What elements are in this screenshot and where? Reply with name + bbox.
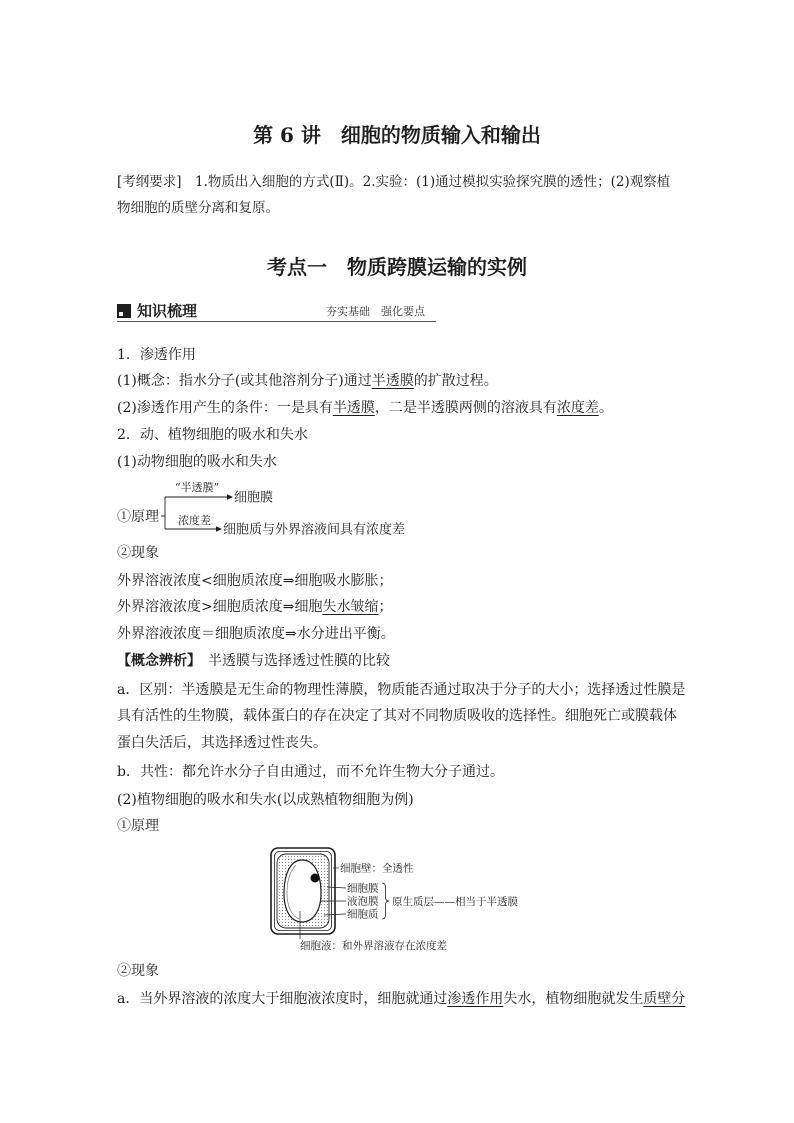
osmosis-concept-line	[117, 371, 498, 391]
label-vacuole-membrane: 液泡膜	[347, 895, 379, 908]
condition-keyword-semipermeable-membrane: 半透膜	[332, 400, 375, 416]
phenomenon-2-text-1: 外界溶液浓度>细胞质浓度⇒细胞	[117, 599, 323, 615]
condition-text-3: 。	[598, 400, 613, 416]
plant-cell-heading: (2)植物细胞的吸水和失水(以成熟植物细胞为例)	[117, 792, 414, 808]
requirements-line-1	[117, 172, 670, 192]
animal-phenomenon-line-3: 外界溶液浓度＝细胞质浓度⇒水分进出平衡。	[117, 626, 395, 642]
plant-principle-label: ①原理	[117, 818, 159, 834]
section-block-icon	[117, 304, 131, 318]
protoplast-brace	[382, 883, 389, 919]
concept-analysis-label: 【概念辨析】	[117, 653, 194, 669]
lecture-title: 第 6 讲 细胞的物质输入和输出	[253, 123, 541, 147]
section-block-icon-notch	[119, 312, 123, 316]
concept-analysis-b-line: b．共性：都允许水分子自由通过，而不允许生物大分子通过。	[117, 764, 504, 780]
plant-phenomenon-label: ②现象	[117, 963, 159, 979]
condition-keyword-concentration-difference: 浓度差	[556, 400, 599, 416]
animal-cell-heading: (1)动物细胞的吸水和失水	[117, 454, 277, 470]
label-protoplast-layer: 原生质层——相当于半透膜	[392, 896, 518, 908]
knowledge-header-title: 知识梳理	[137, 302, 198, 320]
requirements-label: [考纲要求]	[117, 174, 182, 190]
animal-phenomenon-label: ②现象	[117, 545, 159, 561]
osmosis-heading: 1．渗透作用	[117, 347, 196, 363]
plant-a-text-2: 失水，植物细胞就发生	[503, 991, 644, 1007]
plant-a-keyword-osmosis: 渗透作用	[447, 991, 504, 1007]
nucleus-icon	[311, 874, 320, 883]
label-cell-sap: 细胞液：和外界溶液存在浓度差	[300, 940, 447, 952]
requirements-line-2: 物细胞的质壁分离和复原。	[117, 200, 279, 216]
concept-analysis-heading	[117, 651, 390, 671]
requirements-text-1: 1.物质出入细胞的方式(Ⅱ)。2.实验：(1)通过模拟实验探究膜的透性；(2)观察植	[181, 174, 671, 190]
label-cell-wall: 细胞壁：全透性	[340, 862, 414, 875]
concept-text-1: (1)概念：指水分子(或其他溶剂分子)通过	[117, 373, 372, 389]
concept-analysis-a-line-1: a．区别：半透膜是无生命的物理性薄膜，物质能否通过取决于分子的大小；选择透过性膜是	[117, 682, 686, 698]
concept-keyword-semipermeable-membrane: 半透膜	[371, 373, 414, 389]
knowledge-header-rule	[117, 321, 436, 322]
concept-analysis-title: 半透膜与选择透过性膜的比较	[194, 653, 390, 669]
phenomenon-2-text-2: ；	[378, 599, 393, 615]
water-exchange-heading: 2．动、植物细胞的吸水和失水	[117, 427, 308, 443]
bottom-arrow-label: 浓度差	[178, 514, 211, 527]
label-cytoplasm: 细胞质	[347, 908, 379, 921]
bottom-arrow-target: 细胞质与外界溶液间具有浓度差	[223, 522, 406, 538]
top-arrow-target: 细胞膜	[234, 490, 274, 506]
phenomenon-2-keyword: 失水皱缩	[322, 599, 379, 615]
vacuole	[284, 860, 321, 922]
plant-a-keyword-plasmolysis: 质壁分	[643, 991, 686, 1007]
section-title: 考点一 物质跨膜运输的实例	[267, 255, 527, 279]
animal-phenomenon-line-2	[117, 597, 392, 617]
label-cell-membrane: 细胞膜	[347, 882, 379, 895]
plant-cell-diagram	[266, 843, 536, 955]
plant-phenomenon-line-a	[117, 989, 685, 1009]
knowledge-header-subtitle: 夯实基础 强化要点	[326, 305, 425, 318]
top-arrow-head-icon	[227, 494, 233, 499]
plant-a-text-1: a．当外界溶液的浓度大于细胞液浓度时，细胞就通过	[117, 991, 448, 1007]
condition-text-1: (2)渗透作用产生的条件：一是具有	[117, 400, 333, 416]
condition-text-2: ，二是半透膜两侧的溶液具有	[374, 400, 557, 416]
concept-analysis-a-line-2: 具有活性的生物膜，载体蛋白的存在决定了其对不同物质吸收的选择性。细胞死亡或膜载体	[117, 708, 677, 724]
concept-text-2: 的扩散过程。	[413, 373, 498, 389]
bottom-arrow-head-icon	[216, 526, 222, 531]
concept-analysis-a-line-3: 蛋白失活后，其选择透过性丧失。	[117, 735, 327, 751]
animal-principle-diagram	[117, 480, 427, 538]
top-arrow-label: “半透膜”	[175, 481, 220, 494]
animal-phenomenon-line-1: 外界溶液浓度<细胞质浓度⇒细胞吸水膨胀；	[117, 573, 393, 589]
osmosis-condition-line	[117, 398, 613, 418]
animal-principle-label: ①原理	[117, 509, 159, 525]
